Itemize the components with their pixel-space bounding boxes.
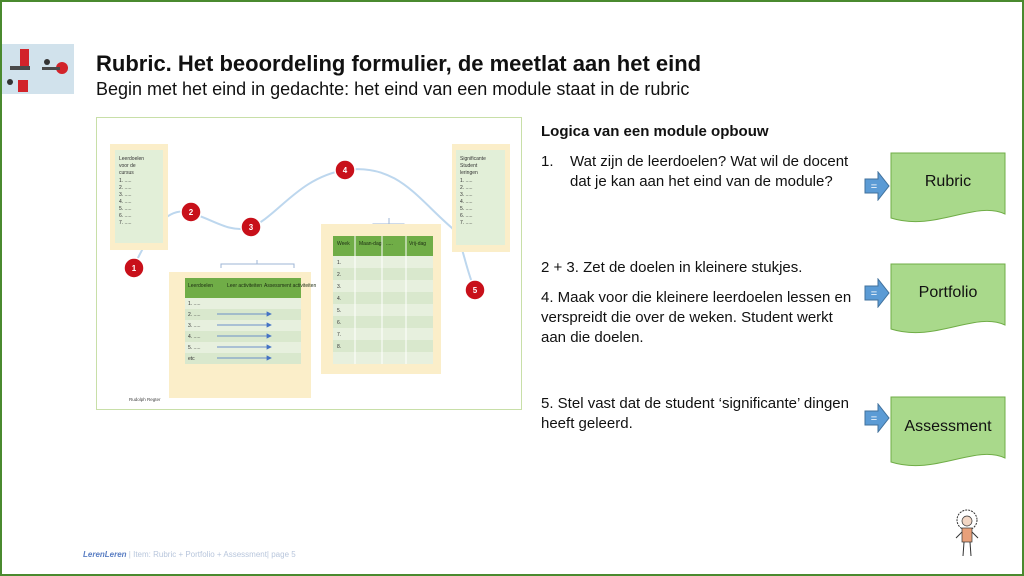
slide-title: Rubric. Het beoordeling formulier, de meetlat aan het eind bbox=[96, 51, 702, 76]
step-5-text: 5. Stel vast dat de student ‘significante’ dingen heeft geleerd. bbox=[541, 395, 849, 432]
portfolio-doc bbox=[890, 263, 1006, 337]
right-note-item: 7. ..... bbox=[460, 220, 473, 226]
slide-subtitle: Begin met het eind in gedachte: het eind van een module staat in de rubric bbox=[96, 79, 690, 99]
right-note-item: 4. ..... bbox=[460, 199, 473, 205]
right-note-item: 3. ..... bbox=[460, 192, 473, 198]
goals-row-label: 4. ..... bbox=[188, 334, 201, 340]
marker-2-label: 2 bbox=[188, 208, 194, 217]
flag-figures-icon bbox=[2, 44, 74, 94]
left-note-item: 5. ..... bbox=[119, 206, 132, 212]
week-header-cell: Vrij-dag bbox=[409, 241, 427, 247]
right-note-heading-2: Student bbox=[460, 163, 478, 169]
diagram-canvas bbox=[97, 118, 523, 411]
equals-arrow-icon bbox=[864, 403, 890, 433]
left-note-heading-2: voor de bbox=[119, 163, 136, 169]
goals-row-label: 3. ..... bbox=[188, 323, 201, 329]
right-note-heading-3: leringen bbox=[460, 170, 478, 176]
svg-text:=: = bbox=[870, 288, 878, 300]
week-row-label: 1. bbox=[337, 260, 342, 266]
left-note-item: 2. ..... bbox=[119, 185, 132, 191]
step-2-3-text: 2 + 3. Zet de doelen in kleinere stukjes. bbox=[541, 259, 803, 276]
module-diagram bbox=[96, 117, 522, 410]
left-note-item: 7. ..... bbox=[119, 220, 132, 226]
step-4-text: 4. Maak voor die kleinere leerdoelen lessen en verspreidt die over de weken. Student werkt aan die doelen. bbox=[541, 289, 852, 346]
step-1-text: Wat zijn de leerdoelen? Wat wil de docent dat je kan aan het eind van de module? bbox=[570, 153, 849, 190]
week-header-cell: ..... bbox=[386, 241, 393, 247]
goals-header-cell: Assessment activiteiten bbox=[264, 283, 317, 289]
left-note-heading-1: Leerdoelen bbox=[119, 156, 145, 162]
goals-row-label: 1. ..... bbox=[188, 301, 201, 307]
marker-3-label: 3 bbox=[248, 223, 254, 232]
assessment-doc bbox=[890, 396, 1006, 470]
left-note-item: 6. ..... bbox=[119, 213, 132, 219]
goals-row-label: 2. ..... bbox=[188, 312, 201, 318]
assessment-label: Assessment bbox=[904, 418, 992, 435]
goals-row-label: 5. ..... bbox=[188, 345, 201, 351]
logic-heading: Logica van een module opbouw bbox=[541, 123, 769, 140]
marker-4-label: 4 bbox=[342, 166, 348, 175]
left-note-item: 4. ..... bbox=[119, 199, 132, 205]
rubric-label: Rubric bbox=[924, 173, 972, 190]
svg-text:=: = bbox=[870, 181, 878, 193]
footer-text: | Item: Rubric + Portfolio + Assessment| page 5 bbox=[126, 550, 296, 559]
goals-header-cell: Leer activiteiten bbox=[227, 283, 263, 289]
portfolio-label: Portfolio bbox=[918, 284, 978, 301]
footer-brand: LerenLeren bbox=[83, 550, 127, 559]
left-note-heading-3: cursus bbox=[119, 170, 134, 176]
rubric-doc bbox=[890, 152, 1006, 226]
mascot-icon bbox=[950, 508, 984, 560]
week-row-label: 2. bbox=[337, 272, 342, 278]
week-header-cell: Week bbox=[337, 241, 350, 247]
marker-5-label: 5 bbox=[472, 286, 478, 295]
right-note-item: 1. ..... bbox=[460, 178, 473, 184]
right-note-item: 5. ..... bbox=[460, 206, 473, 212]
week-row-label: 7. bbox=[337, 332, 342, 338]
right-note-item: 6. ..... bbox=[460, 213, 473, 219]
left-note-item: 3. ..... bbox=[119, 192, 132, 198]
week-row-label: 5. bbox=[337, 308, 342, 314]
right-note-heading-1: Significante bbox=[460, 156, 486, 162]
equals-arrow-icon bbox=[864, 171, 890, 201]
right-note-item: 2. ..... bbox=[460, 185, 473, 191]
week-row-label: 4. bbox=[337, 296, 342, 302]
diagram-credit: Rudolph Regter bbox=[129, 397, 161, 402]
marker-1-label: 1 bbox=[131, 264, 137, 273]
week-row-label: 6. bbox=[337, 320, 342, 326]
footer bbox=[83, 550, 296, 559]
week-row-label: 3. bbox=[337, 284, 342, 290]
week-row-label: 8. bbox=[337, 344, 342, 350]
step-1-number: 1. bbox=[541, 153, 554, 170]
left-note-item: 1. ..... bbox=[119, 178, 132, 184]
equals-arrow-icon bbox=[864, 278, 890, 308]
goals-table-bracket bbox=[221, 260, 294, 268]
goals-row-label: etc bbox=[188, 356, 195, 362]
goals-header-cell: Leerdoelen bbox=[188, 283, 214, 289]
svg-text:=: = bbox=[870, 413, 878, 425]
week-header-cell: Maan-dag bbox=[359, 241, 382, 247]
